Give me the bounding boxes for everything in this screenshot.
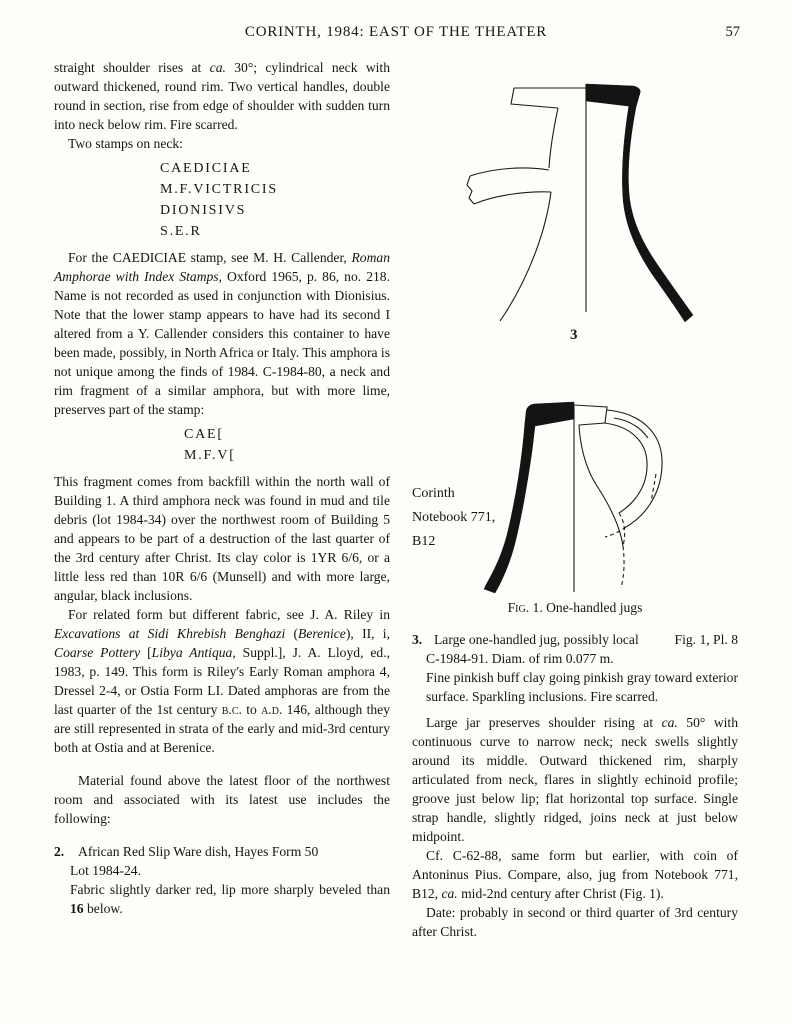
entry-3-catalog-line: C-1984-91. Diam. of rim 0.077 m. bbox=[426, 651, 614, 666]
stamp-line: CAE[ bbox=[184, 427, 224, 442]
entry-2-heading bbox=[54, 842, 390, 861]
stamp-line: M.F.V[ bbox=[184, 448, 236, 463]
entry-3-catalog-block bbox=[426, 649, 738, 706]
stamps-intro: Two stamps on neck: bbox=[68, 136, 183, 151]
entry-3-heading bbox=[412, 630, 738, 649]
stamp-inscription-2 bbox=[184, 424, 390, 466]
entry-2-description: Fabric slightly darker red, lip more sharply beveled than 16 below. bbox=[70, 882, 390, 916]
stamp-line: M.F.VICTRICIS bbox=[160, 182, 278, 197]
notebook-jug-profile-drawing bbox=[468, 396, 708, 602]
paragraph-amphora-description: straight shoulder rises at ca. 30°; cylindrical neck with outward thickened, round rim. Two vertical handles, double round in section, rise from edge of shoulder with sudden turn into neck below rim. Fire scarred. bbox=[54, 60, 390, 132]
entry-2-title: African Red Slip Ware dish, Hayes Form 50 bbox=[78, 844, 319, 859]
catalog-entry-3 bbox=[412, 630, 738, 941]
catalog-entry-2 bbox=[54, 842, 390, 918]
stamp-line: DIONISIVS bbox=[160, 203, 247, 218]
paragraph-fragment-context: This fragment comes from backfill within the north wall of Building 1. A third amphora neck was found in mud and tile debris (lot 1984-34) over the northwest room of Building 5 and appears to be part of a destruction of the last quarter of the 3rd century after Christ. Its clay color is 1YR 6/6, or a little less red than 10R 6/6 (Munsell) and with more large, angular, black inclusions. bbox=[54, 474, 390, 603]
notebook-caption-line: Notebook 771, bbox=[412, 510, 496, 525]
stamp-line: CAEDICIAE bbox=[160, 161, 252, 176]
page-title: CORINTH, 1984: EAST OF THE THEATER bbox=[244, 24, 548, 40]
jug-3-figure-number: 3 bbox=[570, 327, 578, 343]
notebook-reference-caption bbox=[412, 482, 495, 554]
notebook-caption-line: B12 bbox=[412, 534, 436, 549]
jug-3-profile-drawing bbox=[436, 76, 736, 328]
entry-3-title: Large one-handled jug, possibly local bbox=[434, 632, 639, 647]
paragraph-material-intro: Material found above the latest floor of the northwest room and associated with its latest use includes the following: bbox=[54, 773, 390, 826]
entry-3-number: 3. bbox=[412, 632, 423, 647]
entry-2-number: 2. bbox=[54, 844, 65, 859]
page-number: 57 bbox=[725, 24, 740, 40]
notebook-caption-line: Corinth bbox=[412, 486, 455, 501]
right-column bbox=[412, 58, 738, 941]
figure-1-area bbox=[412, 58, 738, 630]
entry-3-comparanda: Cf. C-62-88, same form but earlier, with coin of Antoninus Pius. Compare, also, jug from Notebook 771, B12, ca. mid-2nd century after Christ (Fig. 1). bbox=[412, 848, 738, 901]
paragraph-callender-discussion: For the CAEDICIAE stamp, see M. H. Callender, Roman Amphorae with Index Stamps, Oxford 1965, p. 86, no. 218. Name is not recorded as used in conjunction with Dionisius. Note that the lower stamp appears to have had its second I altered from a Y. Callender considers this container to have been made, possibly, in North Africa or Italy. This amphora is not unique among the finds of 1984. C-1984-80, a neck and rim fragment of a similar amphora, but with more lime, preserves part of the stamp: bbox=[54, 250, 390, 417]
left-column bbox=[54, 58, 390, 918]
entry-3-date: Date: probably in second or third quarter of 3rd century after Christ. bbox=[412, 905, 738, 939]
stamp-line: S.E.R bbox=[160, 224, 202, 239]
entry-3-figure-plate-reference: Fig. 1, Pl. 8 bbox=[674, 632, 738, 647]
entry-2-body bbox=[70, 861, 390, 918]
figure-1-caption: Fig. 1. One-handled jugs bbox=[507, 600, 643, 615]
entry-3-fabric-description: Fine pinkish buff clay going pinkish gray toward exterior surface. Sparkling inclusions. Fire scarred. bbox=[426, 670, 738, 704]
entry-3-shape-description: Large jar preserves shoulder rising at ca. 50° with continuous curve to narrow neck; neck swells slightly around its middle. Outward thickened rim, sharply articulated from neck, flares in slightly echinoid profile; groove just below lip; flat horizontal top surface. Single strap handle, slightly ridged, joins neck at just below midpoint. bbox=[412, 715, 738, 844]
paragraph-related-form: For related form but different fabric, see J. A. Riley in Excavations at Sidi Khrebish Benghazi (Berenice), II, i, Coarse Pottery [Libya Antiqua, Suppl.], J. A. Lloyd, ed., 1983, p. 149. This form is Riley's Early Roman amphora 4, Dressel 2-4, or Ostia Form LI. Dated amphoras are from the last quarter of the 1st century b.c. to a.d. 146, although they are still represented in strata of the early and mid-3rd century both at Ostia and at Berenice. bbox=[54, 607, 391, 755]
entry-2-lot: Lot 1984-24. bbox=[70, 863, 141, 878]
stamp-inscription-1 bbox=[160, 158, 390, 242]
